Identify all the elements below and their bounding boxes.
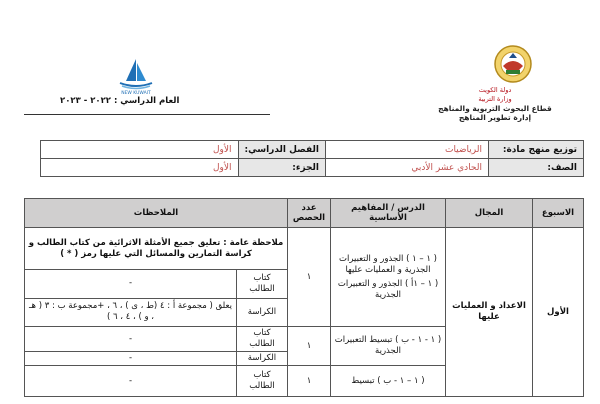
workbook-note-2: -	[25, 352, 237, 366]
header-notes: الملاحظات	[25, 199, 288, 228]
term-value: الأول	[41, 141, 239, 159]
lesson-cell-3: ( ١ – ١ - ب ) تبسيط	[331, 366, 446, 397]
part-value: الأول	[41, 159, 239, 177]
department-name: إدارة تطوير المناهج	[458, 113, 532, 122]
periods-cell-2: ١	[288, 327, 331, 366]
student-book-label-3: كتاب الطالب	[237, 366, 288, 397]
workbook-note: يعلق ( مجموعة أ : ٤ (ط ، ى ) ، ٦ ، +مجموعة ب : ٣ ( هـ ، و ) ، ٤ ، ٦ )	[25, 298, 237, 326]
student-book-label: كتاب الطالب	[237, 270, 288, 298]
workbook-label: الكراسة	[237, 298, 288, 326]
header-lesson: الدرس / المفاهيم الأساسية	[331, 199, 446, 228]
subject-label: توزيع منهج مادة:	[489, 141, 584, 159]
student-book-note-2: -	[25, 327, 237, 352]
new-kuwait-logo-icon	[112, 53, 160, 95]
domain-cell: الاعداد و العمليات عليها	[446, 228, 533, 397]
logo-text: NEW KUWAIT	[121, 91, 151, 95]
header-week: الاسبوع	[533, 199, 584, 228]
info-table	[40, 140, 584, 177]
header-domain: المجال	[446, 199, 533, 228]
ministry-header	[410, 86, 580, 122]
lesson-1b: ( ١ – ١أ ) الجذور و التعبيرات الجذرية	[337, 278, 439, 300]
student-book-note-3: -	[25, 366, 237, 397]
grade-label: الصف:	[489, 159, 584, 177]
ministry-line2: وزارة التربية	[478, 95, 512, 103]
header-divider	[24, 114, 270, 115]
general-note: ملاحظة عامة : تعليق جميع الأمثلة الاثرائية من كتاب الطالب و كراسة التمارين والمسائل التي عليها رمز ( * )	[25, 228, 288, 270]
part-label: الجزء:	[238, 159, 325, 177]
periods-cell-3: ١	[288, 366, 331, 397]
lesson-cell-1	[331, 228, 446, 327]
academic-year: العام الدراسي : ٢٠٢٢ - ٢٠٢٣	[60, 96, 180, 106]
ministry-line1: دولة الكويت	[478, 86, 512, 94]
lesson-1: ( ١ – ١ ) الجذور و التعبيرات الجذرية و العمليات عليها	[339, 253, 437, 275]
student-book-note: -	[25, 270, 237, 298]
periods-cell-1: ١	[288, 228, 331, 327]
lesson-cell-2: ( ١ - ١ - ب ) تبسيط التعبيرات الجذرية	[331, 327, 446, 366]
subject-value: الرياضيات	[326, 141, 489, 159]
table-row	[25, 228, 584, 270]
week-cell: الأول	[533, 228, 584, 397]
term-label: الفصل الدراسي:	[238, 141, 325, 159]
student-book-label-2: كتاب الطالب	[237, 327, 288, 352]
grade-value: الحادي عشر الأدبي	[326, 159, 489, 177]
sector-name: قطاع البحوث التربوية والمناهج	[438, 104, 552, 113]
header-periods: عدد الحصص	[288, 199, 331, 228]
workbook-label-2: الكراسة	[237, 352, 288, 366]
curriculum-table	[24, 198, 584, 397]
kuwait-emblem-icon	[493, 44, 533, 84]
table-header-row	[25, 199, 584, 228]
